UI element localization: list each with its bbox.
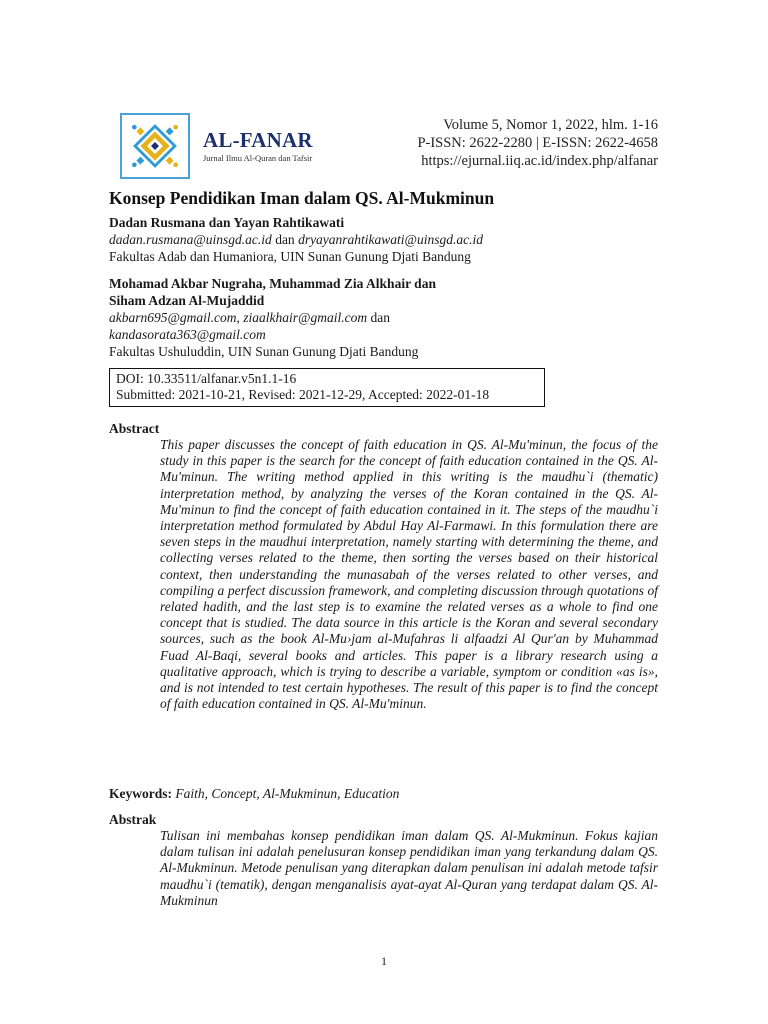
issn-line: P-ISSN: 2622-2280 | E-ISSN: 2622-4658 [417, 135, 658, 151]
journal-name: AL-FANAR [203, 128, 313, 152]
submission-dates: Submitted: 2021-10-21, Revised: 2021-12-29, Accepted: 2022-01-18 [116, 387, 490, 402]
conjunction-text: dan [367, 310, 390, 325]
conjunction-text: dan [271, 232, 299, 247]
author-email[interactable]: kandasorata363@gmail.com [109, 327, 266, 342]
author-names-2a: Mohamad Akbar Nugraha, Muhammad Zia Alkhair dan [109, 276, 436, 291]
abstract-heading: Abstract [109, 421, 160, 436]
keywords-line [109, 786, 399, 802]
author-email[interactable]: akbarn695@gmail.com [109, 310, 237, 325]
abstrak-body: Tulisan ini membahas konsep pendidikan iman dalam QS. Al-Mukminun. Fokus kajian dalam tulisan ini adalah penelusuran konsep pendidikan iman yang terkandung dalam QS. Al-Mukminun. Metode penulisan yang diterapkan dalam penulisan ini adalah metode tafsir maudhu`i (tematik), dengan menganalisis ayat-ayat Al-Quran yang terdapat dalam QS. Al-Mukminun [160, 828, 658, 908]
separator-text: , [236, 310, 244, 325]
page-number: 1 [381, 954, 387, 968]
author-email[interactable]: dryayanrahtikawati@uinsgd.ac.id [298, 232, 483, 247]
author-email[interactable]: dadan.rusmana@uinsgd.ac.id [109, 232, 272, 247]
keywords-label: Keywords: [109, 786, 172, 801]
doi-box [109, 368, 545, 407]
author-emails-2 [109, 309, 669, 326]
journal-subtitle: Jurnal Ilmu Al-Quran dan Tafsir [203, 153, 313, 163]
author-names-1: Dadan Rusmana dan Yayan Rahtikawati [109, 215, 345, 230]
author-emails-1 [109, 231, 669, 248]
doi-text[interactable]: DOI: 10.33511/alfanar.v5n1.1-16 [116, 371, 297, 386]
issue-volume: Volume 5, Nomor 1, 2022, hlm. 1-16 [443, 117, 658, 133]
author-email[interactable]: ziaalkhair@gmail.com [243, 310, 368, 325]
keywords-value: Faith, Concept, Al-Mukminun, Education [172, 786, 400, 801]
abstract-body: This paper discusses the concept of faith education in QS. Al-Mu'minun, the focus of the study in this paper is the search for the concept of faith education contained in the QS. Al-Mu'minun. The writing method applied in this writing is the maudhu`i (thematic) interpretation method, by analyzing the verses of the Koran contained in the QS. Al-Mu'minun to find the concept of faith education contained in it. The steps of the maudhu`i interpretation method formulated by Abdul Hay Al-Farmawi. In this formulation there are seven steps in the maudhui interpretation, namely starting with determining the theme, and collecting verses related to the theme, then sorting the verses based on their historical context, then understanding the munasabah of the verses related to other verses, and compiling a perfect discussion framework, and completing discussion through quotations of related hadith, and the last step is to examine the related verses as a whole to find one concept that is studied. The data source in this article is the Koran and several secondary sources, such as the book Al-Mu›jam al-Mufahras li alfaadzi Al Qur'an by Muhammad Fuad Al-Baqi, several books and articles. This paper is a library research using a qualitative approach, which is trying to describe a variable, symptom or condition «as is», and is not intended to test certain hypotheses. The result of this paper is to find the concept of faith education contained in QS. Al-Mu'minun. [160, 437, 658, 712]
journal-logo [120, 113, 190, 179]
author-names-2b: Siham Adzan Al-Mujaddid [109, 293, 265, 308]
abstrak-heading: Abstrak [109, 812, 157, 827]
journal-url-link[interactable]: https://ejurnal.iiq.ac.id/index.php/alfanar [421, 153, 658, 169]
al-fanar-emblem-icon [122, 115, 188, 177]
issue-info [417, 116, 658, 170]
affiliation-1: Fakultas Adab dan Humaniora, UIN Sunan Gunung Djati Bandung [109, 249, 471, 264]
author-block [109, 214, 669, 360]
affiliation-2: Fakultas Ushuluddin, UIN Sunan Gunung Djati Bandung [109, 344, 419, 359]
article-title: Konsep Pendidikan Iman dalam QS. Al-Mukminun [109, 188, 495, 208]
